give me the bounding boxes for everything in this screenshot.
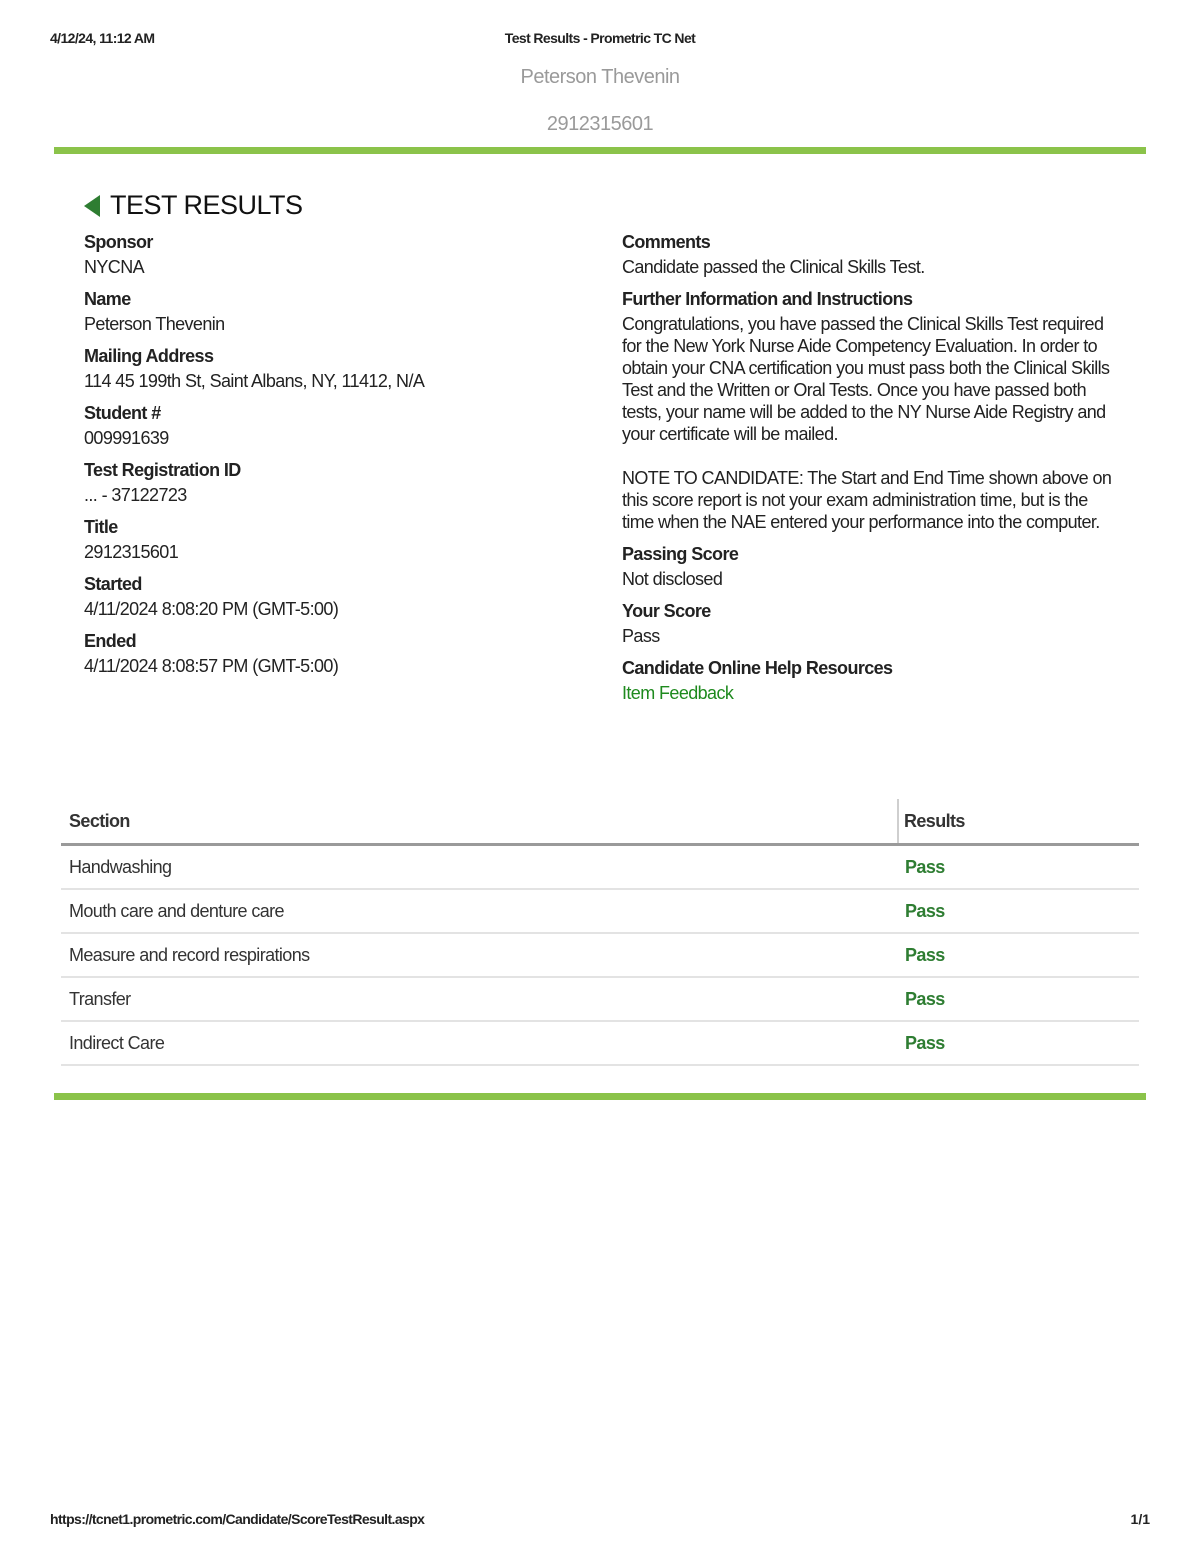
title-value: 2912315601 [84,542,179,562]
your-score-value: Pass [622,626,660,646]
name-value: Peterson Thevenin [84,314,225,334]
your-score-field [622,600,1122,647]
section-cell: Mouth care and denture care [61,889,898,933]
help-resources-field [622,657,1122,704]
ended-label: Ended [84,631,137,651]
passing-score-field [622,543,1122,590]
started-value: 4/11/2024 8:08:20 PM (GMT-5:00) [84,599,339,619]
item-feedback-link[interactable]: Item Feedback [622,683,734,703]
result-details [622,231,1122,714]
candidate-details [84,231,584,687]
passing-score-value: Not disclosed [622,569,723,589]
mailing-address-value: 114 45 199th St, Saint Albans, NY, 11412, N/A [84,371,425,391]
student-number-label: Student # [84,403,161,423]
started-field [84,573,584,620]
mailing-address-field [84,345,584,392]
result-cell: Pass [898,1021,1139,1065]
sponsor-value: NYCNA [84,257,145,277]
top-accent-bar [54,147,1146,154]
section-cell: Indirect Care [61,1021,898,1065]
candidate-name-heading: Peterson Thevenin [520,66,680,88]
print-page-title: Test Results - Prometric TC Net [504,30,696,46]
passing-score-label: Passing Score [622,544,739,564]
name-label: Name [84,289,131,309]
page-title [84,190,303,221]
back-arrow-icon[interactable] [84,195,100,217]
help-resources-label: Candidate Online Help Resources [622,658,893,678]
footer-url: https://tcnet1.prometric.com/Candidate/ScoreTestResult.aspx [50,1511,425,1527]
student-number-field [84,402,584,449]
table-row [61,845,1139,890]
result-cell: Pass [898,977,1139,1021]
further-info-paragraph-2: NOTE TO CANDIDATE: The Start and End Time shown above on this score report is not your exam administration time, but is the time when the NAE entered your performance into the computer. [622,468,1112,532]
section-results-table [61,799,1139,1066]
comments-value: Candidate passed the Clinical Skills Test. [622,257,925,277]
sponsor-field [84,231,584,278]
table-row [61,977,1139,1021]
mailing-address-label: Mailing Address [84,346,214,366]
name-field [84,288,584,335]
page-title-text: TEST RESULTS [110,190,303,220]
print-datetime: 4/12/24, 11:12 AM [50,30,155,46]
registration-id-label: Test Registration ID [84,460,241,480]
table-row [61,889,1139,933]
result-cell: Pass [898,933,1139,977]
section-cell: Handwashing [61,845,898,890]
further-info-field [622,288,1122,533]
your-score-label: Your Score [622,601,711,621]
further-info-label: Further Information and Instructions [622,289,913,309]
registration-id-field [84,459,584,506]
footer-page-number: 1/1 [1130,1511,1150,1527]
student-number-value: 009991639 [84,428,169,448]
section-cell: Transfer [61,977,898,1021]
bottom-accent-bar [54,1093,1146,1100]
table-row [61,933,1139,977]
sponsor-label: Sponsor [84,232,153,252]
section-cell: Measure and record respirations [61,933,898,977]
comments-label: Comments [622,232,711,252]
result-cell: Pass [898,845,1139,890]
table-row [61,1021,1139,1065]
comments-field [622,231,1122,278]
further-info-paragraph-1: Congratulations, you have passed the Clinical Skills Test required for the New York Nurse Aide Competency Evaluation. In order to obtain your CNA certification you must pass both the Clinical Skills Test and the Written or Oral Tests. Once you have passed both tests, your name will be added to the NY Nurse Aide Registry and your certificate will be mailed. [622,314,1110,444]
ended-field [84,630,584,677]
started-label: Started [84,574,142,594]
further-info-text [622,313,1122,533]
title-label: Title [84,517,118,537]
results-column-header[interactable]: Results [898,799,1139,845]
result-cell: Pass [898,889,1139,933]
registration-id-value: ... - 37122723 [84,485,187,505]
candidate-id-heading: 2912315601 [546,113,654,135]
section-column-header[interactable]: Section [61,799,898,845]
print-header [50,30,1150,50]
ended-value: 4/11/2024 8:08:57 PM (GMT-5:00) [84,656,339,676]
title-field [84,516,584,563]
table-header-row [61,799,1139,845]
